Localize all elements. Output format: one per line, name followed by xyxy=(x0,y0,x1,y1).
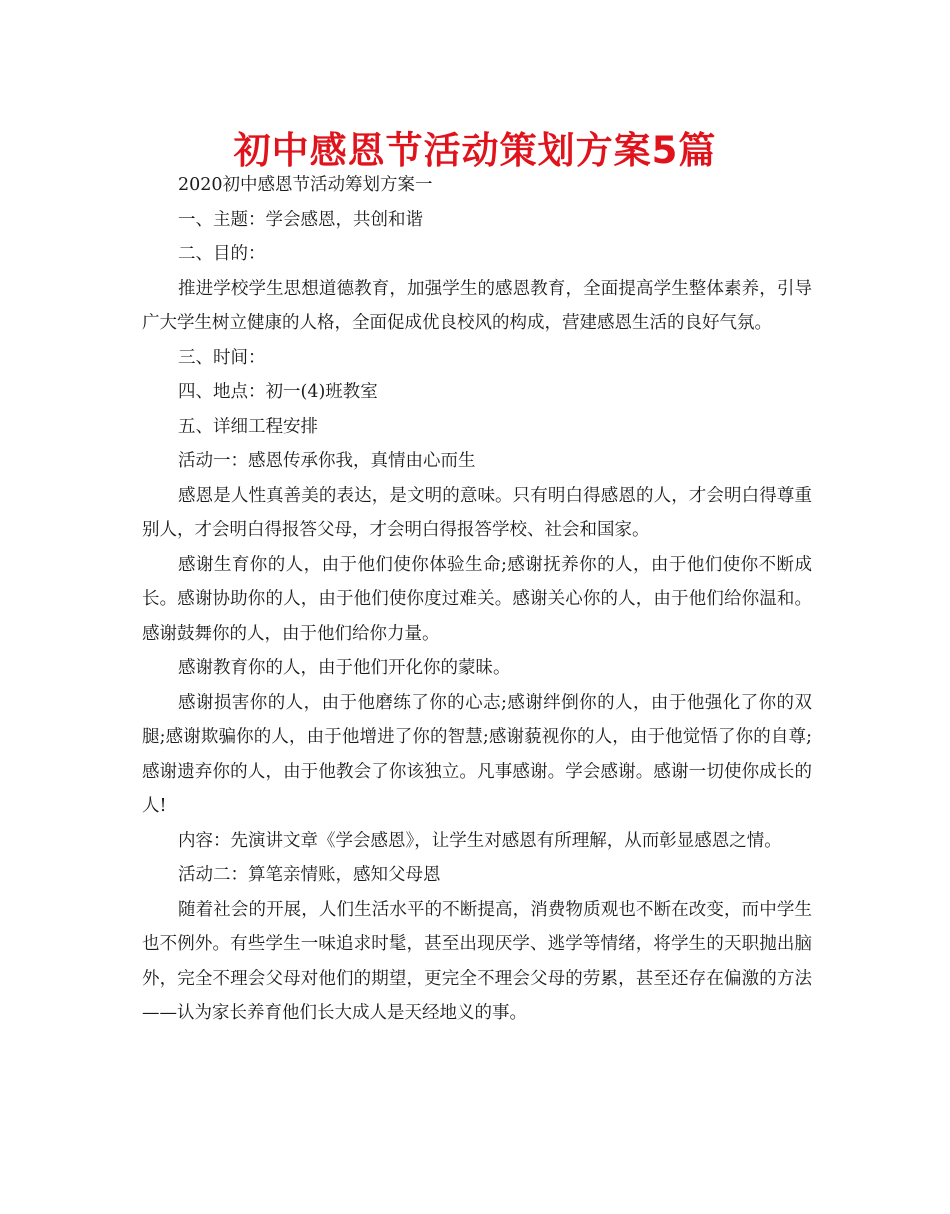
document-body xyxy=(142,168,812,1031)
paragraph: 感谢教育你的人，由于他们开化你的蒙昧。 xyxy=(178,658,511,678)
document-title: 初中感恩节活动策划方案5篇 xyxy=(233,129,717,172)
paragraph: 二、目的： xyxy=(178,244,266,264)
paragraph: 内容：先演讲文章《学会感恩》，让学生对感恩有所理解，从而彰显感恩之情。 xyxy=(178,830,782,851)
paragraph: 2020初中感恩节活动筹划方案一 xyxy=(178,175,433,195)
paragraph: 感谢损害你的人，由于他磨练了你的心志;感谢绊倒你的人，由于他强化了你的双腿;感谢欺骗你的人，由于他增进了你的智慧;感谢藐视你的人，由于他觉悟了你的自尊;感谢遗弃你的人，由于他教会了你该独立。凡事感谢。学会感谢。感谢一切使你成长的人! xyxy=(142,692,812,816)
paragraph: 三、时间： xyxy=(178,347,266,368)
paragraph: 活动一：感恩传承你我，真情由心而生 xyxy=(178,451,476,471)
paragraph: 一、主题：学会感恩，共创和谐 xyxy=(178,209,423,230)
paragraph: 感恩是人性真善美的表达，是文明的意味。只有明白得感恩的人，才会明白得尊重别人，才会明白得报答父母，才会明白得报答学校、社会和国家。 xyxy=(142,485,812,540)
paragraph: 推进学校学生思想道德教育，加强学生的感恩教育，全面提高学生整体素养，引导广大学生树立健康的人格，全面促成优良校风的构成，营建感恩生活的良好气氛。 xyxy=(142,278,812,333)
paragraph: 五、详细工程安排 xyxy=(178,416,318,437)
paragraph: 随着社会的开展，人们生活水平的不断提高，消费物质观也不断在改变，而中学生也不例外。有些学生一味追求时髦，甚至出现厌学、逃学等情绪，将学生的天职抛出脑外，完全不理会父母对他们的期望，更完全不理会父母的劳累，甚至还存在偏激的方法——认为家长养育他们长大成人是天经地义的事。 xyxy=(142,899,812,1023)
paragraph: 活动二：算笔亲情账，感知父母恩 xyxy=(178,865,441,885)
paragraph: 感谢生育你的人，由于他们使你体验生命;感谢抚养你的人，由于他们使你不断成长。感谢协助你的人，由于他们使你度过难关。感谢关心你的人，由于他们给你温和。感谢鼓舞你的人，由于他们给你力量。 xyxy=(142,554,812,644)
paragraph: 四、地点：初一(4)班教室 xyxy=(178,382,378,402)
